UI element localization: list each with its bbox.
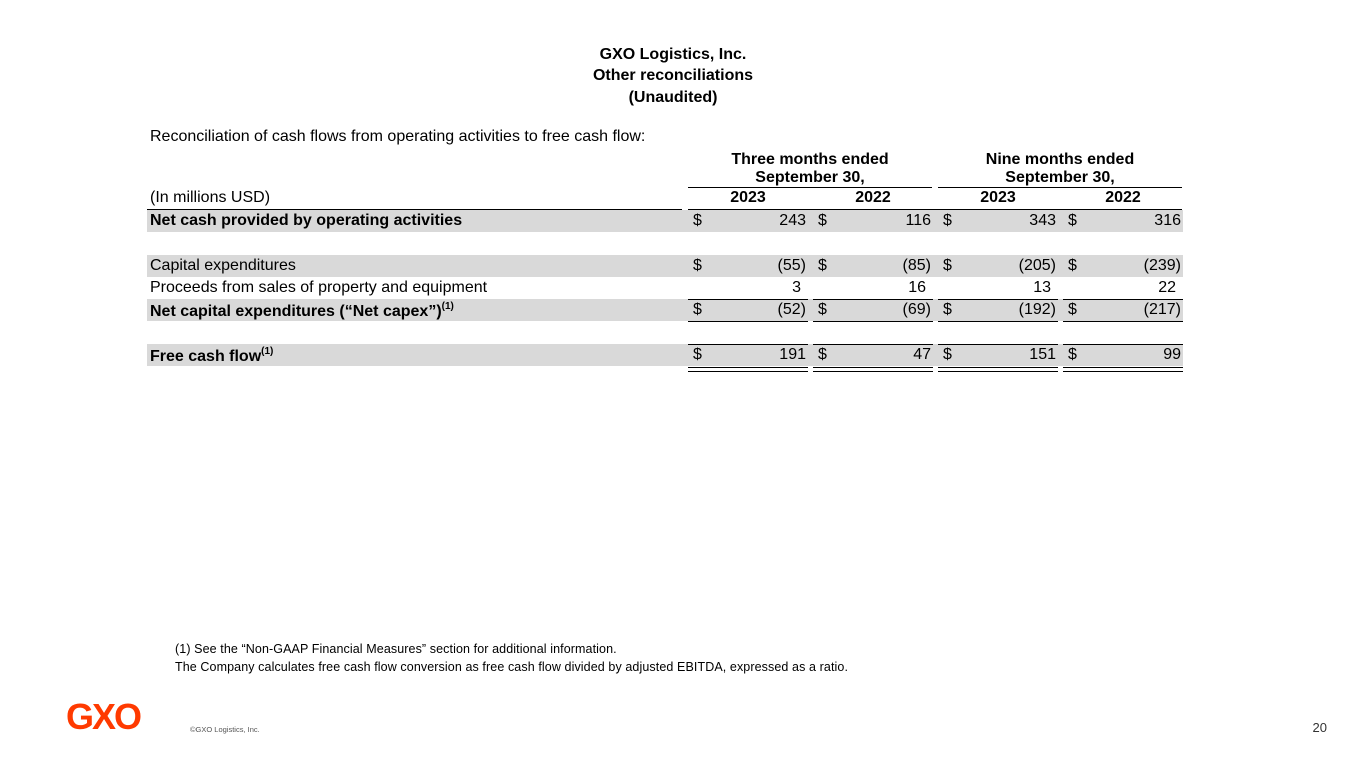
row-label: Proceeds from sales of property and equipment (150, 279, 488, 296)
subtotal-line (688, 299, 808, 300)
page-title: Other reconciliations (592, 67, 754, 84)
table-row (147, 210, 1183, 232)
group-line2: September 30, (1005, 169, 1115, 186)
row-label (150, 346, 273, 366)
cell-value: 151 (1029, 346, 1056, 363)
double-underline (1063, 367, 1183, 372)
group-underline (688, 187, 932, 188)
column-group-nine-months (938, 151, 1182, 187)
subtotal-line (813, 344, 933, 345)
units-label: (In millions USD) (150, 189, 271, 206)
currency-symbol: $ (693, 257, 702, 274)
subtotal-line (688, 344, 808, 345)
row-label (150, 301, 454, 321)
currency-symbol: $ (1068, 346, 1077, 363)
currency-symbol: $ (818, 346, 827, 363)
cell-value: (85) (902, 257, 931, 274)
cell-value: 191 (779, 346, 806, 363)
currency-symbol: $ (1068, 301, 1077, 318)
currency-symbol: $ (943, 301, 952, 318)
group-line1: Nine months ended (985, 151, 1135, 168)
currency-symbol: $ (693, 301, 702, 318)
cell-value: 16 (908, 279, 926, 296)
table-caption: Reconciliation of cash flows from operating activities to free cash flow: (150, 128, 646, 145)
currency-symbol: $ (943, 346, 952, 363)
currency-symbol: $ (693, 212, 702, 229)
double-underline (688, 367, 808, 372)
column-group-three-months (688, 151, 932, 187)
cell-value: 47 (913, 346, 931, 363)
cell-value: 343 (1029, 212, 1056, 229)
currency-symbol: $ (818, 301, 827, 318)
cell-value: (239) (1143, 257, 1181, 274)
cell-value: (55) (777, 257, 806, 274)
subtotal-line (938, 299, 1058, 300)
total-underline (813, 321, 933, 322)
currency-symbol: $ (818, 257, 827, 274)
total-underline (688, 321, 808, 322)
cell-value: (52) (777, 301, 806, 318)
currency-symbol: $ (1068, 212, 1077, 229)
double-underline (813, 367, 933, 372)
double-underline (938, 367, 1058, 372)
cell-value: 13 (1033, 279, 1051, 296)
currency-symbol: $ (943, 257, 952, 274)
subtotal-line (1063, 344, 1183, 345)
cell-value: 3 (792, 279, 801, 296)
cell-value: 99 (1163, 346, 1181, 363)
currency-symbol: $ (1068, 257, 1077, 274)
footnote-marker: (1) (261, 346, 274, 357)
cell-value: 243 (779, 212, 806, 229)
total-underline (938, 321, 1058, 322)
footnote: (1) See the “Non-GAAP Financial Measures” section for additional information. (175, 642, 617, 656)
year-header: 2023 (730, 189, 766, 206)
page-subtitle: (Unaudited) (628, 89, 718, 106)
year-header: 2022 (855, 189, 891, 206)
currency-symbol: $ (943, 212, 952, 229)
cell-value: 116 (905, 212, 931, 229)
logo-text: GXO (66, 697, 141, 735)
row-label-text: Free cash flow (150, 348, 262, 365)
cell-value: 22 (1158, 279, 1176, 296)
footnote-marker: (1) (441, 301, 454, 312)
subtotal-line (1063, 299, 1183, 300)
table-row (147, 255, 1183, 277)
copyright-text: ©GXO Logistics, Inc. (190, 725, 260, 734)
cell-value: (205) (1018, 257, 1056, 274)
cell-value: (217) (1143, 301, 1181, 318)
row-label: Capital expenditures (150, 257, 296, 274)
row-label: Net cash provided by operating activities (150, 212, 463, 229)
page-number: 20 (1312, 720, 1327, 735)
total-underline (1063, 321, 1183, 322)
gxo-logo (66, 697, 158, 735)
group-underline (938, 187, 1182, 188)
subtotal-line (813, 299, 933, 300)
group-line2: September 30, (755, 169, 865, 186)
footnote: The Company calculates free cash flow conversion as free cash flow divided by adjusted EBITDA, expressed as a ratio. (175, 660, 849, 674)
group-line1: Three months ended (731, 151, 889, 168)
year-header: 2022 (1105, 189, 1141, 206)
subtotal-line (938, 344, 1058, 345)
table-row (147, 344, 1183, 366)
cell-value: 316 (1154, 212, 1181, 229)
year-header: 2023 (980, 189, 1016, 206)
currency-symbol: $ (818, 212, 827, 229)
cell-value: (192) (1018, 301, 1056, 318)
company-name: GXO Logistics, Inc. (599, 46, 747, 63)
currency-symbol: $ (693, 346, 702, 363)
table-row (147, 277, 1183, 299)
row-label-text: Net capital expenditures (“Net capex”) (150, 303, 442, 320)
table-row (147, 299, 1183, 321)
cell-value: (69) (902, 301, 931, 318)
